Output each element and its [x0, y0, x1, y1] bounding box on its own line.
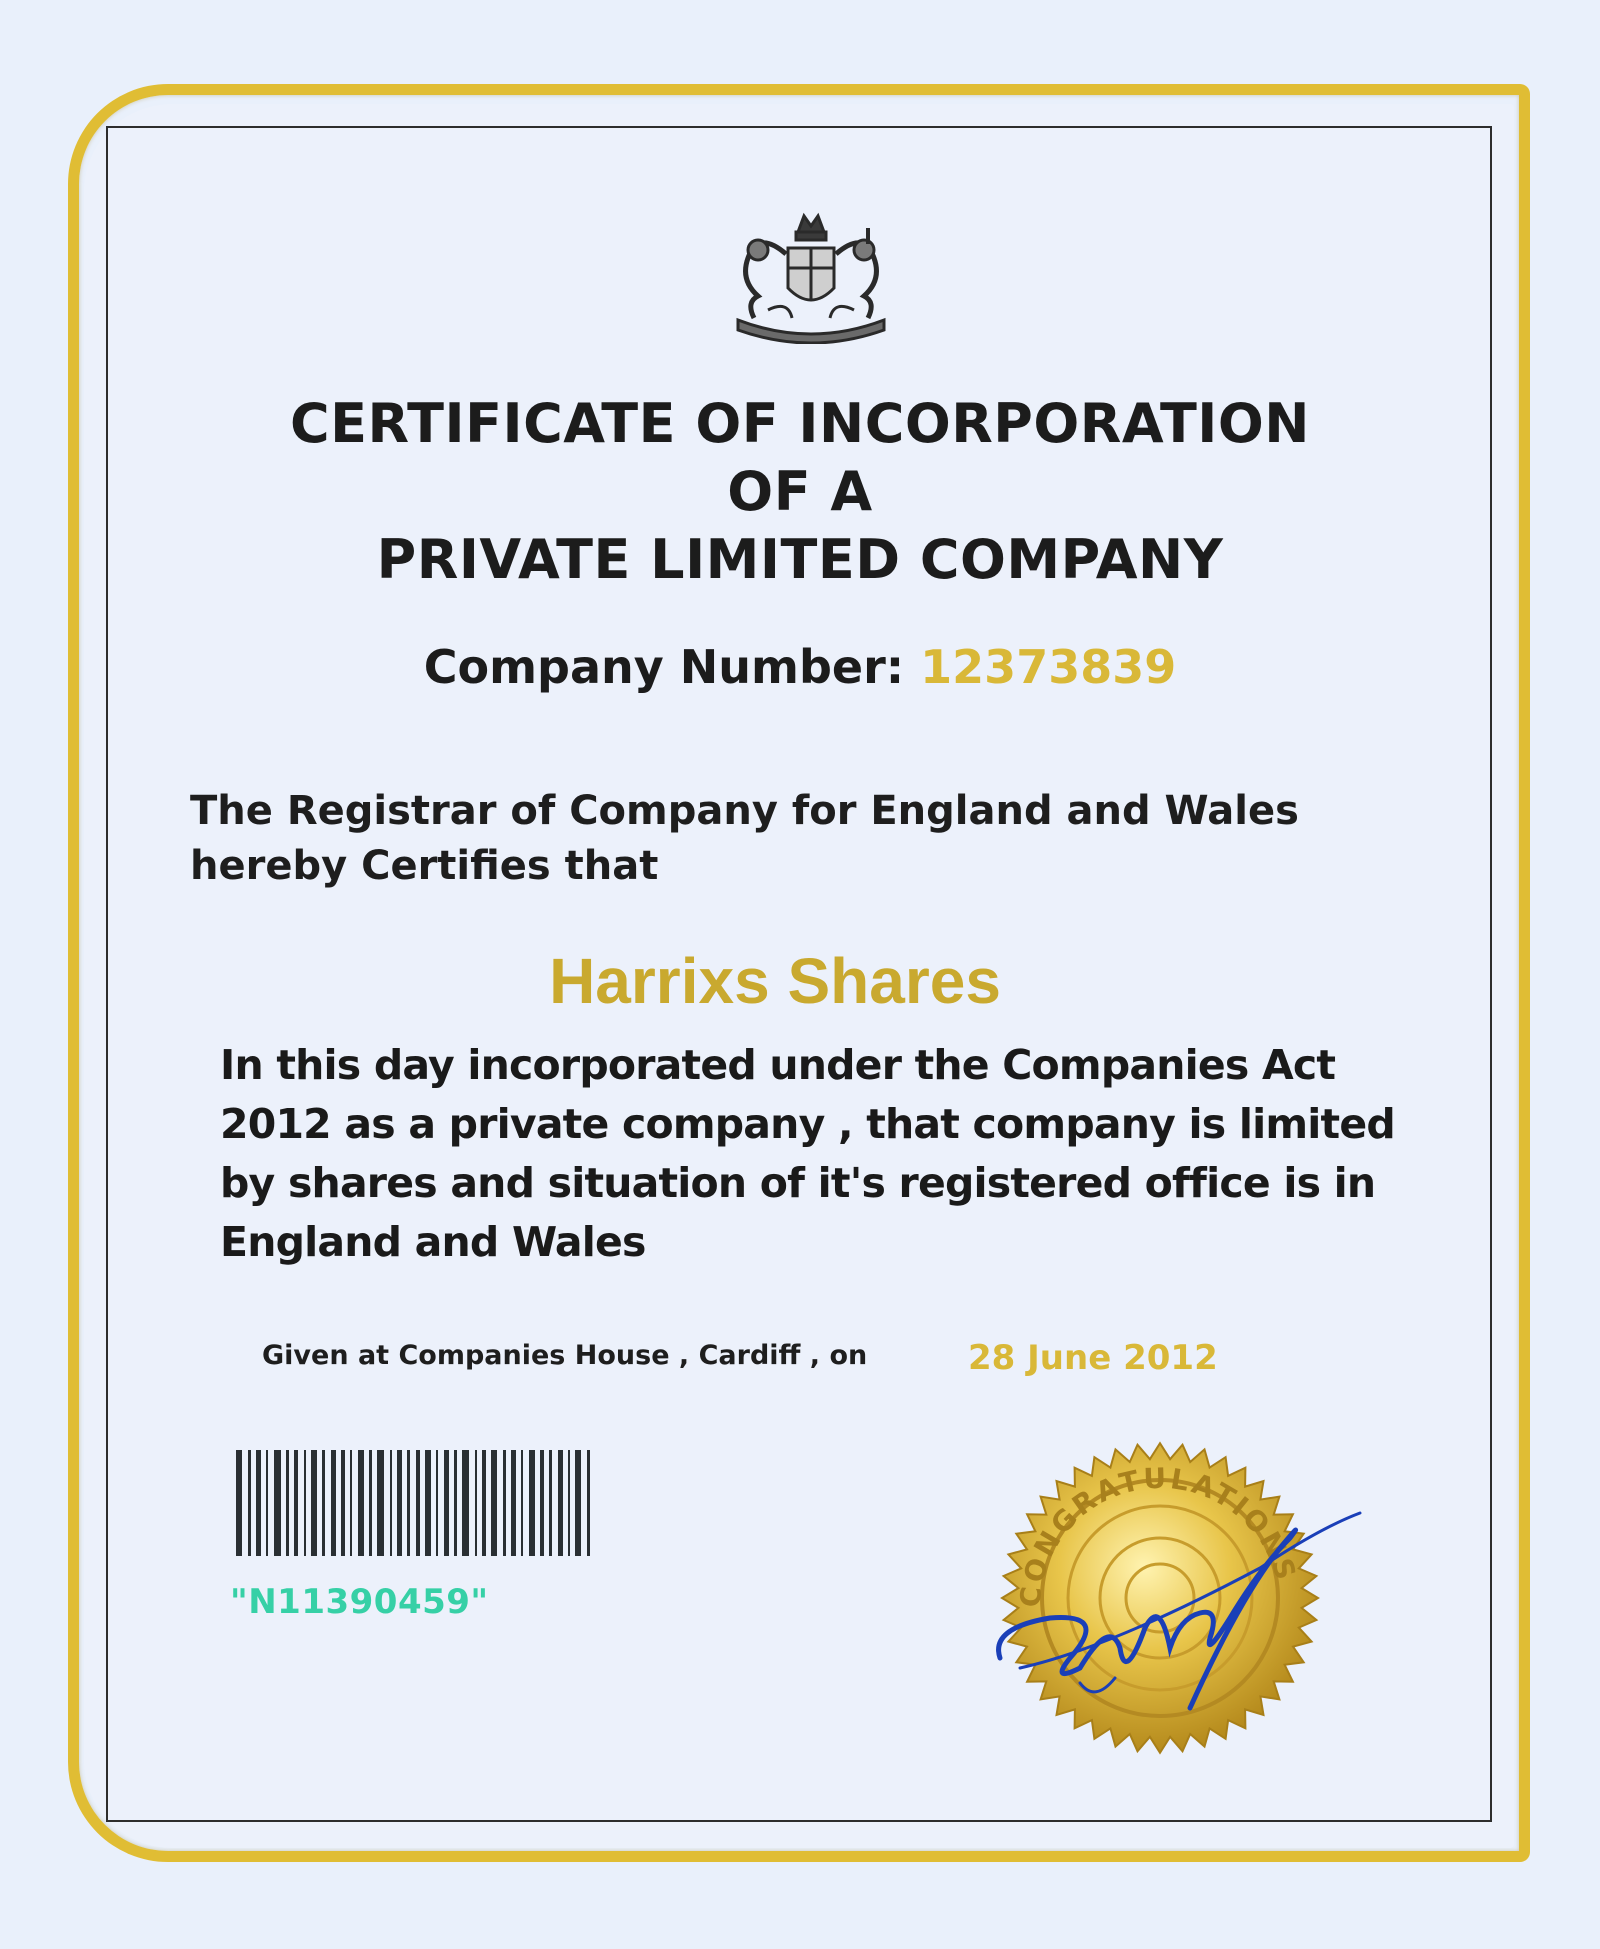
- company-name: Harrixs Shares: [549, 945, 1001, 1017]
- barcode-id: "N11390459": [230, 1582, 489, 1622]
- registrar-text: [190, 784, 1390, 894]
- statement-line-3: by shares and situation of it's registered office is in: [220, 1159, 1376, 1207]
- title-line-2: OF A: [727, 460, 873, 523]
- issue-date: 28 June 2012: [968, 1338, 1218, 1378]
- title-line-1: CERTIFICATE OF INCORPORATION: [289, 392, 1310, 455]
- registrar-line-2: hereby Certifies that: [190, 843, 659, 889]
- company-number-value: 12373839: [920, 640, 1177, 694]
- given-at-text: Given at Companies House , Cardiff , on: [262, 1340, 868, 1371]
- company-number-label: Company Number:: [423, 640, 905, 694]
- title-line-3: PRIVATE LIMITED COMPANY: [376, 528, 1224, 591]
- gold-seal-icon: [960, 1418, 1380, 1758]
- company-number: [0, 640, 1600, 694]
- statement-line-4: England and Wales: [220, 1218, 646, 1266]
- statement-text: [220, 1036, 1400, 1272]
- statement-line-1: In this day incorporated under the Companies Act: [220, 1041, 1336, 1089]
- registrar-line-1: The Registrar of Company for England and Wales: [190, 788, 1299, 834]
- statement-line-2: 2012 as a private company , that company is limited: [220, 1100, 1395, 1148]
- barcode-icon: [234, 1450, 684, 1560]
- seal-text: CONGRATULATIONS: [1013, 1461, 1304, 1609]
- royal-coat-of-arms-icon: [718, 210, 904, 344]
